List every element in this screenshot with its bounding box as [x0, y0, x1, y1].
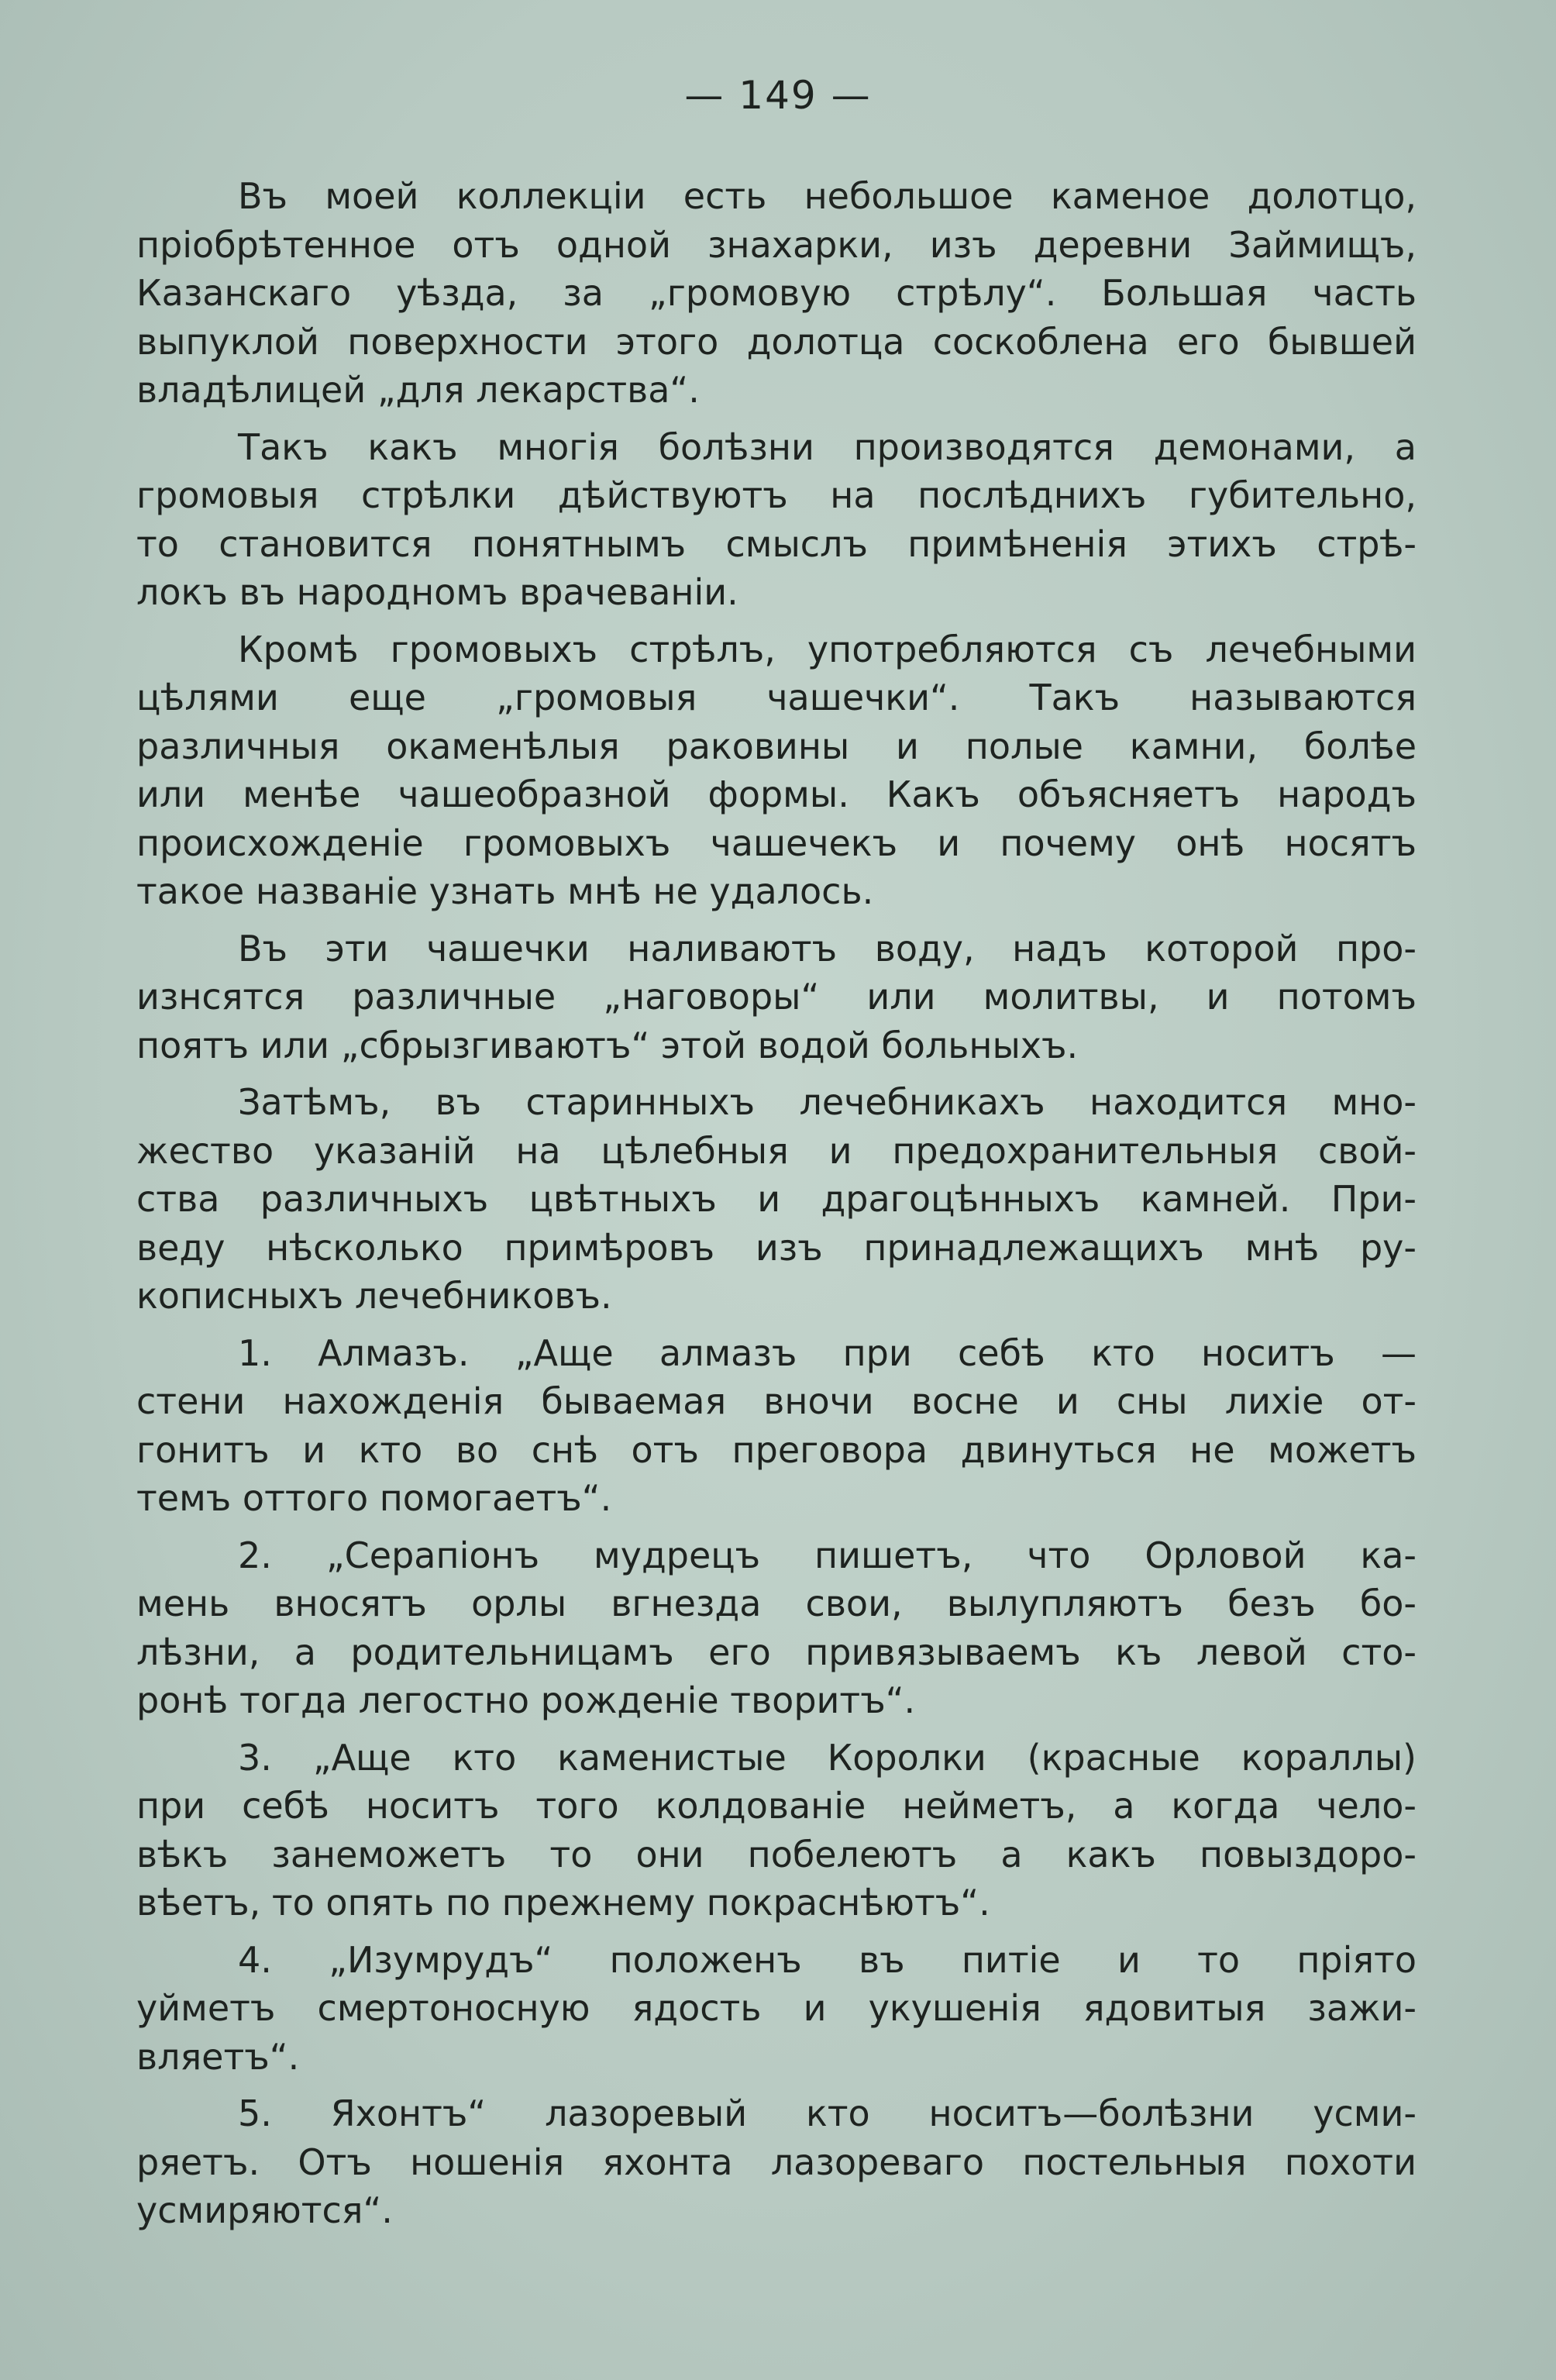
paragraph-item-2-eagle-stone	[136, 1531, 1417, 1725]
paragraph-collection	[136, 172, 1417, 415]
paragraph-item-5-sapphire	[136, 2089, 1417, 2235]
text-line: выпуклой поверхности этого долотца соскоблена его бывшей	[136, 320, 1417, 363]
text-line: гонитъ и кто во снѣ отъ преговора двинуться не можетъ	[136, 1428, 1417, 1471]
text-line: 3. „Аще кто каменистые Королки (красные кораллы)	[238, 1736, 1417, 1779]
text-line: веду нѣсколько примѣровъ изъ принадлежащихъ мнѣ ру-	[136, 1226, 1417, 1269]
text-line: локъ въ народномъ врачеваніи.	[136, 571, 738, 613]
text-line: вѣетъ, то опять по прежнему покраснѣютъ“.	[136, 1882, 990, 1924]
text-line: Такъ какъ многія болѣзни производятся демонами, а	[238, 425, 1417, 468]
text-line: Казанскаго уѣзда, за „громовую стрѣлу“. Большая часть	[136, 272, 1417, 314]
text-line: Въ эти чашечки наливаютъ воду, надъ которой про-	[238, 927, 1417, 970]
text-body	[136, 172, 1417, 2244]
text-line: то становится понятнымъ смыслъ примѣненія этихъ стрѣ-	[136, 522, 1417, 565]
text-line: мень вносятъ орлы вгнезда свои, вылупляютъ безъ бо-	[136, 1583, 1417, 1624]
paragraph-item-3-corals	[136, 1734, 1417, 1927]
text-line: ронѣ тогда легостно рожденіе творитъ“.	[136, 1679, 916, 1721]
text-line: такое названіе узнать мнѣ не удалось.	[136, 870, 874, 912]
text-line: лѣзни, а родительницамъ его привязываемъ къ левой сто-	[136, 1631, 1417, 1673]
text-line: Въ моей коллекціи есть небольшое каменое долотцо,	[238, 175, 1417, 217]
text-line: 1. Алмазъ. „Аще алмазъ при себѣ кто носитъ —	[238, 1331, 1417, 1374]
text-line: или менѣе чашеобразной формы. Какъ объясняетъ народъ	[136, 773, 1417, 815]
text-line: изнсятся различные „наговоры“ или молитвы, и потомъ	[136, 976, 1417, 1018]
paragraph-stones	[136, 1078, 1417, 1321]
text-line: пріобрѣтенное отъ одной знахарки, изъ деревни Займищъ,	[136, 223, 1417, 266]
text-line: 5. Яхонтъ“ лазоревый кто носитъ—болѣзни усми-	[238, 2092, 1417, 2134]
text-line: происхожденіе громовыхъ чашечекъ и почему онѣ носятъ	[136, 821, 1417, 864]
text-line: жество указаній на цѣлебныя и предохранительныя свой-	[136, 1129, 1417, 1172]
text-line: уйметъ смертоносную ядость и укушенія ядовитыя зажи-	[136, 1987, 1417, 2029]
text-line: усмиряются“.	[136, 2189, 393, 2231]
text-line: ства различныхъ цвѣтныхъ и драгоцѣнныхъ камней. При-	[136, 1178, 1417, 1220]
text-line: цѣлями еще „громовыя чашечки“. Такъ называются	[136, 677, 1417, 718]
paragraph-demons	[136, 423, 1417, 617]
text-line: 4. „Изумрудъ“ положенъ въ питіе и то пріято	[238, 1938, 1417, 1981]
text-line: стени нахожденія бываемая вночи восне и сны лихіе от-	[136, 1380, 1417, 1422]
text-line: Кромѣ громовыхъ стрѣлъ, употребляются съ лечебными	[238, 628, 1417, 670]
text-line: темъ оттого помогаетъ“.	[136, 1477, 612, 1519]
paragraph-thunder-cups	[136, 625, 1417, 916]
paragraph-item-4-emerald	[136, 1936, 1417, 2082]
text-line: кописныхъ лечебниковъ.	[136, 1275, 612, 1317]
text-line: вляетъ“.	[136, 2035, 300, 2078]
text-line: громовыя стрѣлки дѣйствуютъ на послѣднихъ губительно,	[136, 474, 1417, 516]
text-line: поятъ или „сбрызгиваютъ“ этой водой больныхъ.	[136, 1024, 1079, 1066]
text-line: Затѣмъ, въ старинныхъ лечебникахъ находится мно-	[238, 1081, 1417, 1123]
text-line: различныя окаменѣлыя раковины и полые камни, болѣе	[136, 725, 1417, 767]
text-line: вѣкъ занеможетъ то они побелеютъ а какъ повыздоро-	[136, 1833, 1417, 1875]
text-line: владѣлицей „для лекарства“.	[136, 369, 700, 411]
page-number: — 149 —	[684, 73, 872, 118]
paragraph-item-1-diamond	[136, 1329, 1417, 1523]
text-line: 2. „Серапіонъ мудрецъ пишетъ, что Орловой ка-	[238, 1534, 1417, 1576]
text-line: ряетъ. Отъ ношенія яхонта лазореваго постельныя похоти	[136, 2141, 1417, 2183]
paragraph-water	[136, 925, 1417, 1070]
text-line: при себѣ носитъ того колдованіе нейметъ, а когда чело-	[136, 1785, 1417, 1827]
